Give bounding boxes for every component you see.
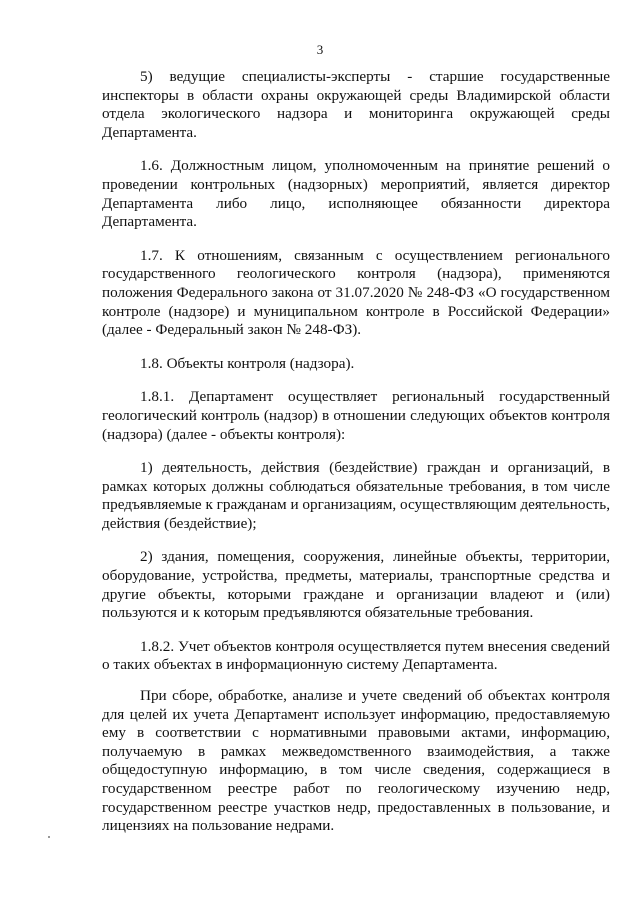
paragraph-item-5-specialists: 5) ведущие специалисты-эксперты - старшие государственные инспекторы в области охраны окружающей среды Владимирской области отдела экологического надзора и мониторинга окружающей среды Департамента.: [102, 68, 610, 141]
paragraph-1-8-objects-heading: 1.8. Объекты контроля (надзора).: [140, 354, 355, 372]
paragraph-1-7-relations: 1.7. К отношениям, связанным с осуществлением регионального государственного геологического контроля (надзора), применяются положения Федерального закона от 31.07.2020 № 248-ФЗ «О государственном контроле (надзоре) и муниципальном контроле в Российской Федерации» (далее - Федеральный закон № 248-ФЗ).: [102, 246, 610, 339]
scan-speck: [48, 836, 50, 838]
page-number: 3: [316, 42, 324, 57]
paragraph-item-1-activity: 1) деятельность, действия (бездействие) граждан и организаций, в рамках которых должны соблюдаться обязательные требования, в том числе предъявляемые к гражданам и организациям, осуществляющим деятельность, действия (бездействие);: [102, 459, 610, 532]
paragraph-1-8-1-objects: 1.8.1. Департамент осуществляет региональный государственный геологический контроль (надзор) в отношении следующих объектов контроля (надзора) (далее - объекты контроля):: [102, 388, 610, 443]
paragraph-item-2-buildings: 2) здания, помещения, сооружения, линейные объекты, территории, оборудование, устройства, предметы, материалы, транспортные средства и другие объекты, которыми граждане и организации владеют и (или) пользуются и к которым предъявляются обязательные требования.: [102, 548, 610, 622]
paragraph-1-6-official: 1.6. Должностным лицом, уполномоченным на принятие решений о проведении контрольных (надзорных) мероприятий, является директор Департамента либо лицо, исполняющее обязанности директора Департамента.: [102, 157, 610, 231]
document-body: [102, 68, 610, 836]
paragraph-1-8-2-accounting: 1.8.2. Учет объектов контроля осуществляется путем внесения сведений о таких объектах в информационную систему Департамента.: [102, 637, 610, 674]
paragraph-information-collection: При сборе, обработке, анализе и учете сведений об объектах контроля для целей их учета Департамент использует информацию, предоставляемую ему в соответствии с нормативными правовыми актами, информацию, получаемую в рамках межведомственного взаимодействия, а также общедоступную информацию, в том числе сведения, содержащиеся в государственном реестре работ по геологическому изучению недр, государственном реестре участков недр, предоставленных в пользование, и лицензиях на пользование недрами.: [102, 687, 610, 835]
